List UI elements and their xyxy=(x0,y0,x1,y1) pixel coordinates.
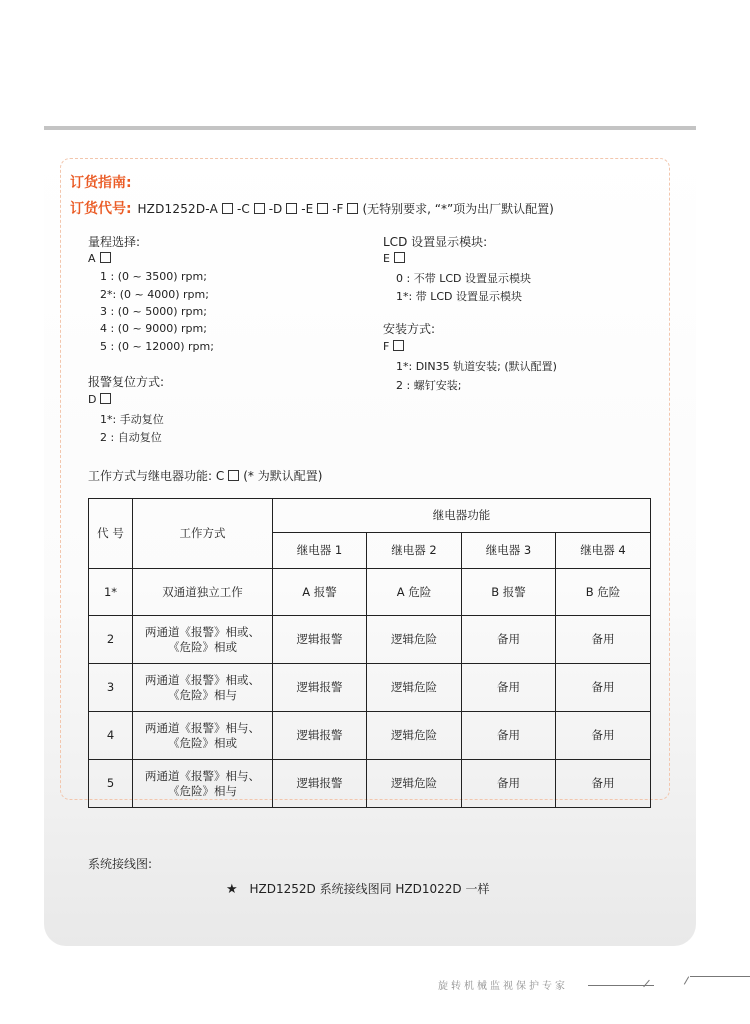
order-code-part: -D xyxy=(268,202,283,216)
guide-heading: 订货指南: xyxy=(70,175,132,191)
order-code-label: 订货代号: xyxy=(70,201,132,217)
row-mode: 双通道独立工作 xyxy=(133,569,273,616)
work-mode-title: 工作方式与继电器功能: C (* 为默认配置) xyxy=(88,469,323,483)
order-code-note: (无特别要求, “*”项为出厂默认配置) xyxy=(362,202,554,216)
row-mode: 两通道《报警》相或、 《危险》相或 xyxy=(133,616,273,664)
checkbox-icon xyxy=(394,252,405,263)
row-relay: 备用 xyxy=(556,760,651,808)
range-title: 量程选择: xyxy=(88,235,141,249)
alarm-reset-title: 报警复位方式: xyxy=(88,375,165,389)
row-mode: 两通道《报警》相与、 《危险》相与 xyxy=(133,760,273,808)
row-relay: A 危险 xyxy=(367,569,462,616)
checkbox-icon xyxy=(222,203,233,214)
table-row xyxy=(89,616,651,664)
top-rule xyxy=(44,126,696,130)
table-row xyxy=(89,664,651,712)
table-row xyxy=(89,760,651,808)
star-icon: ★ xyxy=(226,882,238,897)
install-option: 2 : 螺钉安装; xyxy=(396,379,462,392)
checkbox-icon xyxy=(100,393,111,404)
range-option: 4 : (0 ~ 9000) rpm; xyxy=(100,322,207,335)
row-relay: 逻辑危险 xyxy=(367,616,462,664)
row-relay: B 危险 xyxy=(556,569,651,616)
alarm-reset-option: 2 : 自动复位 xyxy=(100,431,162,444)
row-relay: 备用 xyxy=(462,664,556,712)
row-code: 4 xyxy=(89,712,133,760)
table-row xyxy=(89,569,651,616)
lcd-title: LCD 设置显示模块: xyxy=(383,235,488,249)
order-code-part: HZD1252D-A xyxy=(137,202,218,216)
range-option: 3 : (0 ~ 5000) rpm; xyxy=(100,305,207,318)
row-relay: A 报警 xyxy=(273,569,367,616)
row-relay: 逻辑报警 xyxy=(273,664,367,712)
header-code: 代 号 xyxy=(89,499,133,569)
header-relay: 继电器功能 xyxy=(273,499,651,533)
footer-rule-tick xyxy=(643,980,650,988)
install-prefix: F xyxy=(383,340,408,353)
checkbox-icon xyxy=(254,203,265,214)
row-relay: B 报警 xyxy=(462,569,556,616)
checkbox-icon xyxy=(286,203,297,214)
range-option: 2*: (0 ~ 4000) rpm; xyxy=(100,288,209,301)
lcd-option: 0 : 不带 LCD 设置显示模块 xyxy=(396,272,531,285)
lcd-prefix: E xyxy=(383,252,409,265)
wiring-note-line xyxy=(226,880,489,897)
row-mode: 两通道《报警》相或、 《危险》相与 xyxy=(133,664,273,712)
range-option: 5 : (0 ~ 12000) rpm; xyxy=(100,340,214,353)
row-relay: 逻辑危险 xyxy=(367,760,462,808)
footer-rule-tick xyxy=(684,976,689,984)
checkbox-icon xyxy=(100,252,111,263)
wiring-title: 系统接线图: xyxy=(88,857,153,871)
header-relay-2: 继电器 2 xyxy=(367,533,462,569)
row-relay: 逻辑报警 xyxy=(273,760,367,808)
order-code-part: -C xyxy=(236,202,250,216)
relay-function-table xyxy=(88,498,651,808)
row-code: 5 xyxy=(89,760,133,808)
header-relay-1: 继电器 1 xyxy=(273,533,367,569)
row-mode: 两通道《报警》相与、 《危险》相或 xyxy=(133,712,273,760)
install-option: 1*: DIN35 轨道安装; (默认配置) xyxy=(396,360,557,373)
row-relay: 备用 xyxy=(556,664,651,712)
row-relay: 备用 xyxy=(462,760,556,808)
table-row xyxy=(89,712,651,760)
range-option: 1 : (0 ~ 3500) rpm; xyxy=(100,270,207,283)
checkbox-icon xyxy=(347,203,358,214)
row-relay: 逻辑危险 xyxy=(367,712,462,760)
alarm-reset-prefix: D xyxy=(88,393,115,406)
order-code-part: -E xyxy=(301,202,314,216)
row-relay: 逻辑危险 xyxy=(367,664,462,712)
row-code: 2 xyxy=(89,616,133,664)
order-code-line xyxy=(70,198,554,218)
row-relay: 备用 xyxy=(462,616,556,664)
range-prefix: A xyxy=(88,252,115,265)
header-mode: 工作方式 xyxy=(133,499,273,569)
checkbox-icon xyxy=(393,340,404,351)
footer-rule xyxy=(690,976,750,977)
row-code: 3 xyxy=(89,664,133,712)
alarm-reset-option: 1*: 手动复位 xyxy=(100,413,164,426)
row-code: 1* xyxy=(89,569,133,616)
row-relay: 备用 xyxy=(556,616,651,664)
header-relay-3: 继电器 3 xyxy=(462,533,556,569)
checkbox-icon xyxy=(228,470,239,481)
row-relay: 逻辑报警 xyxy=(273,616,367,664)
order-code-part: -F xyxy=(332,202,344,216)
header-relay-4: 继电器 4 xyxy=(556,533,651,569)
footer-tagline: 旋转机械监视保护专家 xyxy=(438,981,568,992)
install-title: 安装方式: xyxy=(383,322,436,336)
row-relay: 备用 xyxy=(556,712,651,760)
row-relay: 逻辑报警 xyxy=(273,712,367,760)
checkbox-icon xyxy=(317,203,328,214)
wiring-note: HZD1252D 系统接线图同 HZD1022D 一样 xyxy=(249,882,490,896)
lcd-option: 1*: 带 LCD 设置显示模块 xyxy=(396,290,522,303)
row-relay: 备用 xyxy=(462,712,556,760)
